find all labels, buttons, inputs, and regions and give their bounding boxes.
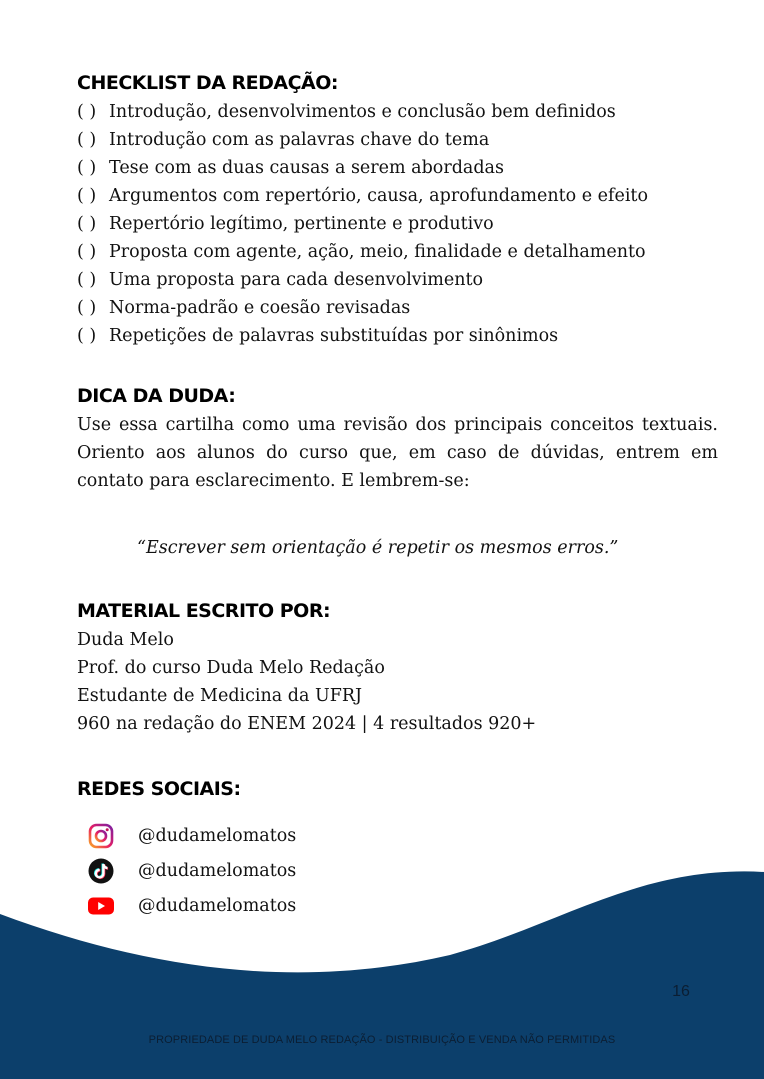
checklist-item: [77, 210, 718, 238]
social-handle: @dudamelomatos: [138, 860, 297, 881]
checkbox-brackets: ( ): [77, 186, 97, 206]
dica-text: Use essa cartilha como uma revisão dos principais conceitos textuais. Oriento aos alunos do curso que, em caso de dúvidas, entrem em contato para esclarecimento. E lembrem-se:: [77, 415, 718, 491]
checklist-item-text: Argumentos com repertório, causa, aprofundamento e efeito: [109, 186, 649, 206]
checklist-item-text: Repetições de palavras substituídas por sinônimos: [109, 326, 559, 346]
checklist-item: [77, 126, 718, 154]
checklist-item: [77, 154, 718, 182]
footer-notice: PROPRIEDADE DE DUDA MELO REDAÇÃO - DISTRIBUIÇÃO E VENDA NÃO PERMITIDAS: [148, 1034, 616, 1046]
checkbox-brackets: ( ): [77, 214, 97, 234]
checklist-item-text: Proposta com agente, ação, meio, finalidade e detalhamento: [109, 242, 646, 262]
checklist-item-text: Uma proposta para cada desenvolvimento: [109, 270, 484, 290]
checkbox-brackets: ( ): [77, 270, 97, 290]
checklist-item-text: Tese com as duas causas a serem abordadas: [109, 158, 504, 178]
checklist-heading: CHECKLIST DA REDAÇÃO:: [77, 72, 339, 94]
checklist-item: [77, 322, 718, 350]
instagram-icon: [87, 822, 115, 850]
checklist-item: [77, 294, 718, 322]
autor-results: 960 na redação do ENEM 2024 | 4 resultados 920+: [77, 714, 537, 734]
social-item-instagram[interactable]: [87, 818, 718, 853]
checkbox-brackets: ( ): [77, 298, 97, 318]
checklist-item: [77, 238, 718, 266]
checklist-item-text: Norma-padrão e coesão revisadas: [109, 298, 411, 318]
checklist-item: [77, 98, 718, 126]
dica-heading: DICA DA DUDA:: [77, 385, 236, 407]
checkbox-brackets: ( ): [77, 242, 97, 262]
quote: “Escrever sem orientação é repetir os mesmos erros.”: [137, 538, 619, 558]
redes-heading: REDES SOCIAIS:: [77, 778, 241, 800]
checkbox-brackets: ( ): [77, 326, 97, 346]
page-number: 16: [672, 983, 690, 1000]
checkbox-brackets: ( ): [77, 130, 97, 150]
social-handle: @dudamelomatos: [138, 825, 297, 846]
checklist-item-text: Introdução com as palavras chave do tema: [109, 130, 490, 150]
checklist-item-text: Repertório legítimo, pertinente e produtivo: [109, 214, 494, 234]
social-handle: @dudamelomatos: [138, 895, 297, 916]
checkbox-brackets: ( ): [77, 102, 97, 122]
autor-heading: MATERIAL ESCRITO POR:: [77, 600, 331, 622]
checkbox-brackets: ( ): [77, 158, 97, 178]
content: [77, 72, 718, 923]
checklist: [77, 98, 718, 350]
autor-name: Duda Melo: [77, 630, 174, 650]
checklist-item: [77, 182, 718, 210]
autor-info: [77, 626, 718, 738]
autor-study: Estudante de Medicina da UFRJ: [77, 686, 363, 706]
checklist-item: [77, 266, 718, 294]
checklist-item-text: Introdução, desenvolvimentos e conclusão bem definidos: [109, 102, 616, 122]
autor-role: Prof. do curso Duda Melo Redação: [77, 658, 385, 678]
